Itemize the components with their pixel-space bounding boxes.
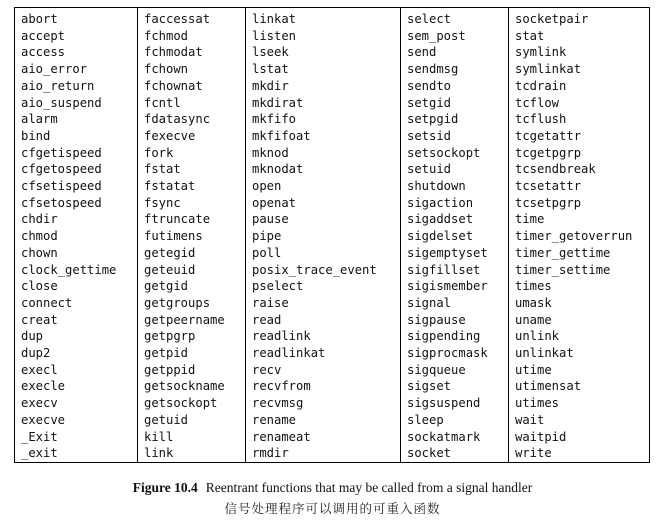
function-name: uname bbox=[515, 312, 552, 327]
function-name: getuid bbox=[144, 412, 189, 427]
function-name: fsync bbox=[144, 195, 181, 210]
function-name: cfsetispeed bbox=[21, 179, 102, 193]
figure-caption bbox=[0, 480, 665, 496]
function-name: sleep bbox=[407, 412, 444, 427]
table-column-2 bbox=[137, 8, 246, 462]
function-name: utime bbox=[515, 362, 552, 377]
table-column-1 bbox=[15, 8, 137, 462]
function-name: recv bbox=[252, 362, 282, 377]
function-name: clock_gettime bbox=[21, 262, 117, 277]
function-name: sem_post bbox=[407, 28, 466, 43]
function-name: mkfifoat bbox=[252, 128, 311, 143]
function-name: _Exit bbox=[21, 429, 58, 444]
function-name: getpgrp bbox=[144, 329, 196, 344]
reentrant-functions-table bbox=[14, 7, 650, 463]
function-name: sigpending bbox=[407, 329, 481, 344]
function-name: wait bbox=[515, 412, 545, 427]
function-name: fstatat bbox=[144, 179, 196, 193]
function-name: rmdir bbox=[252, 446, 289, 461]
function-name: setpgid bbox=[407, 112, 459, 127]
function-name: setuid bbox=[407, 162, 452, 177]
function-name: accept bbox=[21, 28, 66, 43]
function-name: sigfillset bbox=[407, 262, 481, 277]
function-name: fchown bbox=[144, 62, 189, 77]
function-name: raise bbox=[252, 295, 289, 310]
function-name: send bbox=[407, 45, 437, 60]
function-name: mknodat bbox=[252, 162, 304, 177]
function-name: posix_trace_event bbox=[252, 262, 377, 277]
function-name: sigqueue bbox=[407, 362, 466, 377]
function-name: poll bbox=[252, 245, 282, 260]
function-name: sigemptyset bbox=[407, 245, 488, 260]
function-name: openat bbox=[252, 195, 297, 210]
function-name: open bbox=[252, 179, 282, 193]
function-name: recvmsg bbox=[252, 396, 304, 411]
function-name: dup2 bbox=[21, 346, 51, 360]
function-name: fork bbox=[144, 145, 174, 160]
function-name: waitpid bbox=[515, 429, 567, 444]
function-name: mkdir bbox=[252, 78, 289, 93]
function-name: fcntl bbox=[144, 95, 181, 110]
function-name: shutdown bbox=[407, 179, 466, 193]
function-name: cfsetospeed bbox=[21, 195, 102, 210]
function-name: setgid bbox=[407, 95, 452, 110]
function-name: execve bbox=[21, 412, 66, 427]
function-name: rename bbox=[252, 412, 297, 427]
function-name: getegid bbox=[144, 245, 196, 260]
function-name: abort bbox=[21, 12, 58, 26]
function-name: alarm bbox=[21, 112, 58, 127]
function-name: getsockopt bbox=[144, 396, 218, 411]
function-name: _exit bbox=[21, 446, 58, 461]
function-name: chown bbox=[21, 245, 58, 260]
function-name: aio_return bbox=[21, 78, 95, 93]
function-name: getsockname bbox=[144, 379, 225, 394]
function-name: mkfifo bbox=[252, 112, 297, 127]
function-name: sigismember bbox=[407, 279, 488, 294]
function-name: sockatmark bbox=[407, 429, 481, 444]
function-name: dup bbox=[21, 329, 44, 344]
function-name: cfgetospeed bbox=[21, 162, 102, 177]
function-name: timer_gettime bbox=[515, 245, 611, 260]
function-name: mknod bbox=[252, 145, 289, 160]
function-name: sigdelset bbox=[407, 229, 474, 244]
function-name: faccessat bbox=[144, 12, 211, 26]
function-name: connect bbox=[21, 295, 73, 310]
function-name: readlinkat bbox=[252, 346, 326, 360]
function-name: unlink bbox=[515, 329, 560, 344]
function-name: utimensat bbox=[515, 379, 582, 394]
function-name: sendto bbox=[407, 78, 452, 93]
function-name: fstat bbox=[144, 162, 181, 177]
function-name: bind bbox=[21, 128, 51, 143]
function-name: setsockopt bbox=[407, 145, 481, 160]
figure-caption-chinese: 信号处理程序可以调用的可重入函数 bbox=[224, 501, 441, 516]
function-name: tcgetpgrp bbox=[515, 145, 582, 160]
function-name: timer_getoverrun bbox=[515, 229, 633, 244]
function-name: timer_settime bbox=[515, 262, 611, 277]
function-name: sigsuspend bbox=[407, 396, 481, 411]
function-name: fchmod bbox=[144, 28, 189, 43]
function-name: write bbox=[515, 446, 552, 461]
function-name: lseek bbox=[252, 45, 289, 60]
function-name: lstat bbox=[252, 62, 289, 77]
function-name: symlink bbox=[515, 45, 567, 60]
function-name: read bbox=[252, 312, 282, 327]
function-name: mkdirat bbox=[252, 95, 304, 110]
function-name: sigaction bbox=[407, 195, 474, 210]
function-name: sigset bbox=[407, 379, 452, 394]
table-column-4 bbox=[400, 8, 509, 462]
function-name: execl bbox=[21, 362, 58, 377]
figure-label: Figure 10.4 bbox=[132, 480, 198, 495]
function-name: renameat bbox=[252, 429, 311, 444]
function-name: close bbox=[21, 279, 58, 294]
function-name: getppid bbox=[144, 362, 196, 377]
function-name: times bbox=[515, 279, 552, 294]
function-name: futimens bbox=[144, 229, 203, 244]
function-name: cfgetispeed bbox=[21, 145, 102, 160]
function-name: creat bbox=[21, 312, 58, 327]
function-name: umask bbox=[515, 295, 552, 310]
function-name: stat bbox=[515, 28, 545, 43]
table-column-5 bbox=[508, 8, 650, 462]
function-name: getpid bbox=[144, 346, 189, 360]
function-name: tcgetattr bbox=[515, 128, 582, 143]
function-name: tcdrain bbox=[515, 78, 567, 93]
function-name: sigpause bbox=[407, 312, 466, 327]
table-column-3 bbox=[245, 8, 401, 462]
function-name: aio_error bbox=[21, 62, 88, 77]
function-name: fdatasync bbox=[144, 112, 211, 127]
function-name: getpeername bbox=[144, 312, 225, 327]
function-name: chdir bbox=[21, 212, 58, 227]
function-name: sendmsg bbox=[407, 62, 459, 77]
function-name: kill bbox=[144, 429, 174, 444]
figure-caption-text: Reentrant functions that may be called from a signal handler bbox=[205, 480, 533, 495]
function-name: listen bbox=[252, 28, 297, 43]
function-name: pipe bbox=[252, 229, 282, 244]
function-name: utimes bbox=[515, 396, 560, 411]
function-name: sigprocmask bbox=[407, 346, 488, 360]
function-name: select bbox=[407, 12, 452, 26]
function-name: tcsetattr bbox=[515, 179, 582, 193]
function-name: linkat bbox=[252, 12, 297, 26]
function-name: socketpair bbox=[515, 12, 589, 26]
function-name: fchmodat bbox=[144, 45, 203, 60]
function-name: pselect bbox=[252, 279, 304, 294]
function-name: tcflow bbox=[515, 95, 560, 110]
function-name: setsid bbox=[407, 128, 452, 143]
function-name: recvfrom bbox=[252, 379, 311, 394]
function-name: execle bbox=[21, 379, 66, 394]
function-name: tcsetpgrp bbox=[515, 195, 582, 210]
function-name: sigaddset bbox=[407, 212, 474, 227]
function-name: aio_suspend bbox=[21, 95, 102, 110]
function-name: signal bbox=[407, 295, 452, 310]
function-name: link bbox=[144, 446, 174, 461]
function-name: geteuid bbox=[144, 262, 196, 277]
function-name: fchownat bbox=[144, 78, 203, 93]
function-name: tcsendbreak bbox=[515, 162, 596, 177]
function-name: tcflush bbox=[515, 112, 567, 127]
function-name: time bbox=[515, 212, 545, 227]
function-name: readlink bbox=[252, 329, 311, 344]
function-name: execv bbox=[21, 396, 58, 411]
function-name: getgid bbox=[144, 279, 189, 294]
function-name: getgroups bbox=[144, 295, 211, 310]
function-name: ftruncate bbox=[144, 212, 211, 227]
function-name: access bbox=[21, 45, 66, 60]
function-name: chmod bbox=[21, 229, 58, 244]
function-name: pause bbox=[252, 212, 289, 227]
function-name: fexecve bbox=[144, 128, 196, 143]
function-name: socket bbox=[407, 446, 452, 461]
function-name: unlinkat bbox=[515, 346, 574, 360]
function-name: symlinkat bbox=[515, 62, 582, 77]
